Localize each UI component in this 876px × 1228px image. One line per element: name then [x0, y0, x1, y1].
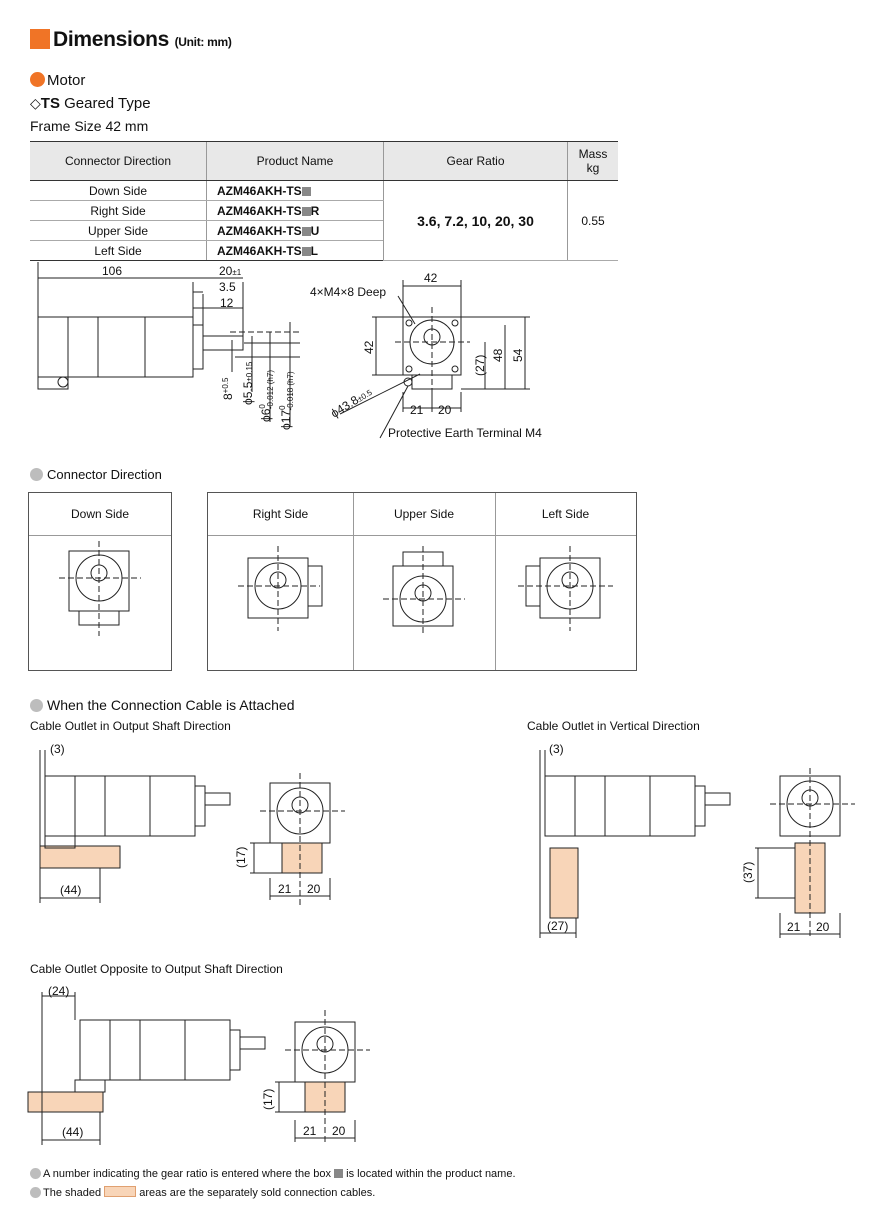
dim-label: 42 [424, 271, 438, 285]
type-heading: ◇TS Geared Type [30, 95, 151, 112]
col-header: Product Name [207, 142, 384, 181]
gear-ratio: 3.6, 7.2, 10, 20, 30 [384, 181, 568, 261]
dim-label: 54 [511, 348, 525, 362]
dim-label: (3) [549, 742, 564, 756]
unit-label: (Unit: mm) [174, 35, 232, 49]
col-header: Connector Direction [30, 142, 207, 181]
col-header: Mass kg [568, 142, 619, 181]
note-gear-ratio: A number indicating the gear ratio is entered where the box is located within the product name. [30, 1168, 516, 1180]
gear-box-icon [302, 227, 311, 236]
cable-opposite-label: Cable Outlet Opposite to Output Shaft Direction [30, 962, 283, 976]
shaded-swatch [104, 1186, 136, 1197]
dim-label: 20 [307, 882, 321, 896]
note-shaded: The shaded areas are the separately sold connection cables. [30, 1186, 375, 1199]
spec-table [30, 141, 618, 261]
table-row: Left Side AZM46AKH-TS L [30, 241, 618, 261]
down-side-icon [29, 536, 171, 670]
mass-value: 0.55 [568, 181, 619, 261]
dim-label: 106 [102, 264, 123, 278]
dim-label: ϕ43.8±0.5 [328, 387, 374, 421]
table-row: Down Side AZM46AKH-TS 3.6, 7.2, 10, 20, 30 0.55 [30, 181, 618, 201]
dim-label: 21 [410, 403, 424, 417]
dim-label: 20±1 [219, 264, 242, 278]
pe-terminal-label: Protective Earth Terminal M4 [388, 426, 542, 440]
dim-label: $8^{+0.5}$ [221, 377, 235, 400]
bullet-icon [30, 468, 43, 481]
dim-label: 20 [332, 1124, 346, 1138]
dim-label: (24) [48, 984, 70, 998]
gear-box-icon [302, 187, 311, 196]
dim-label: 4×M4×8 Deep [310, 285, 387, 299]
title-square-icon [30, 29, 50, 49]
panel-group-right: Right Side Upper Side Left Side [207, 492, 637, 671]
connector-directions-icon [208, 536, 636, 670]
dim-label: 21 [278, 882, 292, 896]
motor-heading: Motor [30, 72, 85, 89]
dim-label: (44) [60, 883, 82, 897]
bullet-icon [30, 1187, 41, 1198]
motor-dimension-drawing [0, 262, 876, 442]
panel-down-side: Down Side [28, 492, 172, 671]
dim-label: (3) [50, 742, 65, 756]
cable-heading: When the Connection Cable is Attached [30, 697, 295, 713]
dim-label: (37) [741, 861, 755, 883]
cable-opposite-drawing [0, 980, 400, 1150]
dim-label: 20 [816, 920, 830, 934]
bullet-icon [30, 72, 45, 87]
dim-label: 20 [438, 403, 452, 417]
dim-label: 12 [220, 296, 234, 310]
col-header: Gear Ratio [384, 142, 568, 181]
bullet-icon [30, 1168, 41, 1179]
dim-label: 21 [787, 920, 801, 934]
dim-label: (27) [547, 919, 569, 933]
dim-label: 48 [491, 348, 505, 362]
frame-size: Frame Size 42 mm [30, 118, 149, 134]
dim-label: (44) [62, 1125, 84, 1139]
bullet-icon [30, 699, 43, 712]
cable-attached-drawings [0, 738, 876, 948]
page-title: Dimensions (Unit: mm) [30, 28, 232, 52]
gear-box-icon [334, 1169, 343, 1178]
dim-label: 21 [303, 1124, 317, 1138]
dim-label: (17) [234, 846, 248, 868]
table-row: Right Side AZM46AKH-TS R [30, 201, 618, 221]
dim-label: (27) [473, 354, 487, 376]
dim-label: 3.5 [219, 280, 236, 294]
dim-label: 42 [362, 340, 376, 354]
table-row: Upper Side AZM46AKH-TS U [30, 221, 618, 241]
gear-box-icon [302, 207, 311, 216]
diamond-icon: ◇ [30, 95, 41, 111]
connector-direction-heading: Connector Direction [30, 467, 162, 482]
dim-label: ϕ5.5±0.15 [241, 361, 255, 405]
dim-label: $\phi 6^0-0.012$ (h7) [258, 370, 275, 422]
dim-label: $\phi 17^0-0.018$ (h7) [278, 371, 295, 430]
cable-vertical-label: Cable Outlet in Vertical Direction [527, 719, 700, 733]
dim-label: (17) [261, 1088, 275, 1110]
gear-box-icon [302, 247, 311, 256]
cable-output-shaft-label: Cable Outlet in Output Shaft Direction [30, 719, 231, 733]
